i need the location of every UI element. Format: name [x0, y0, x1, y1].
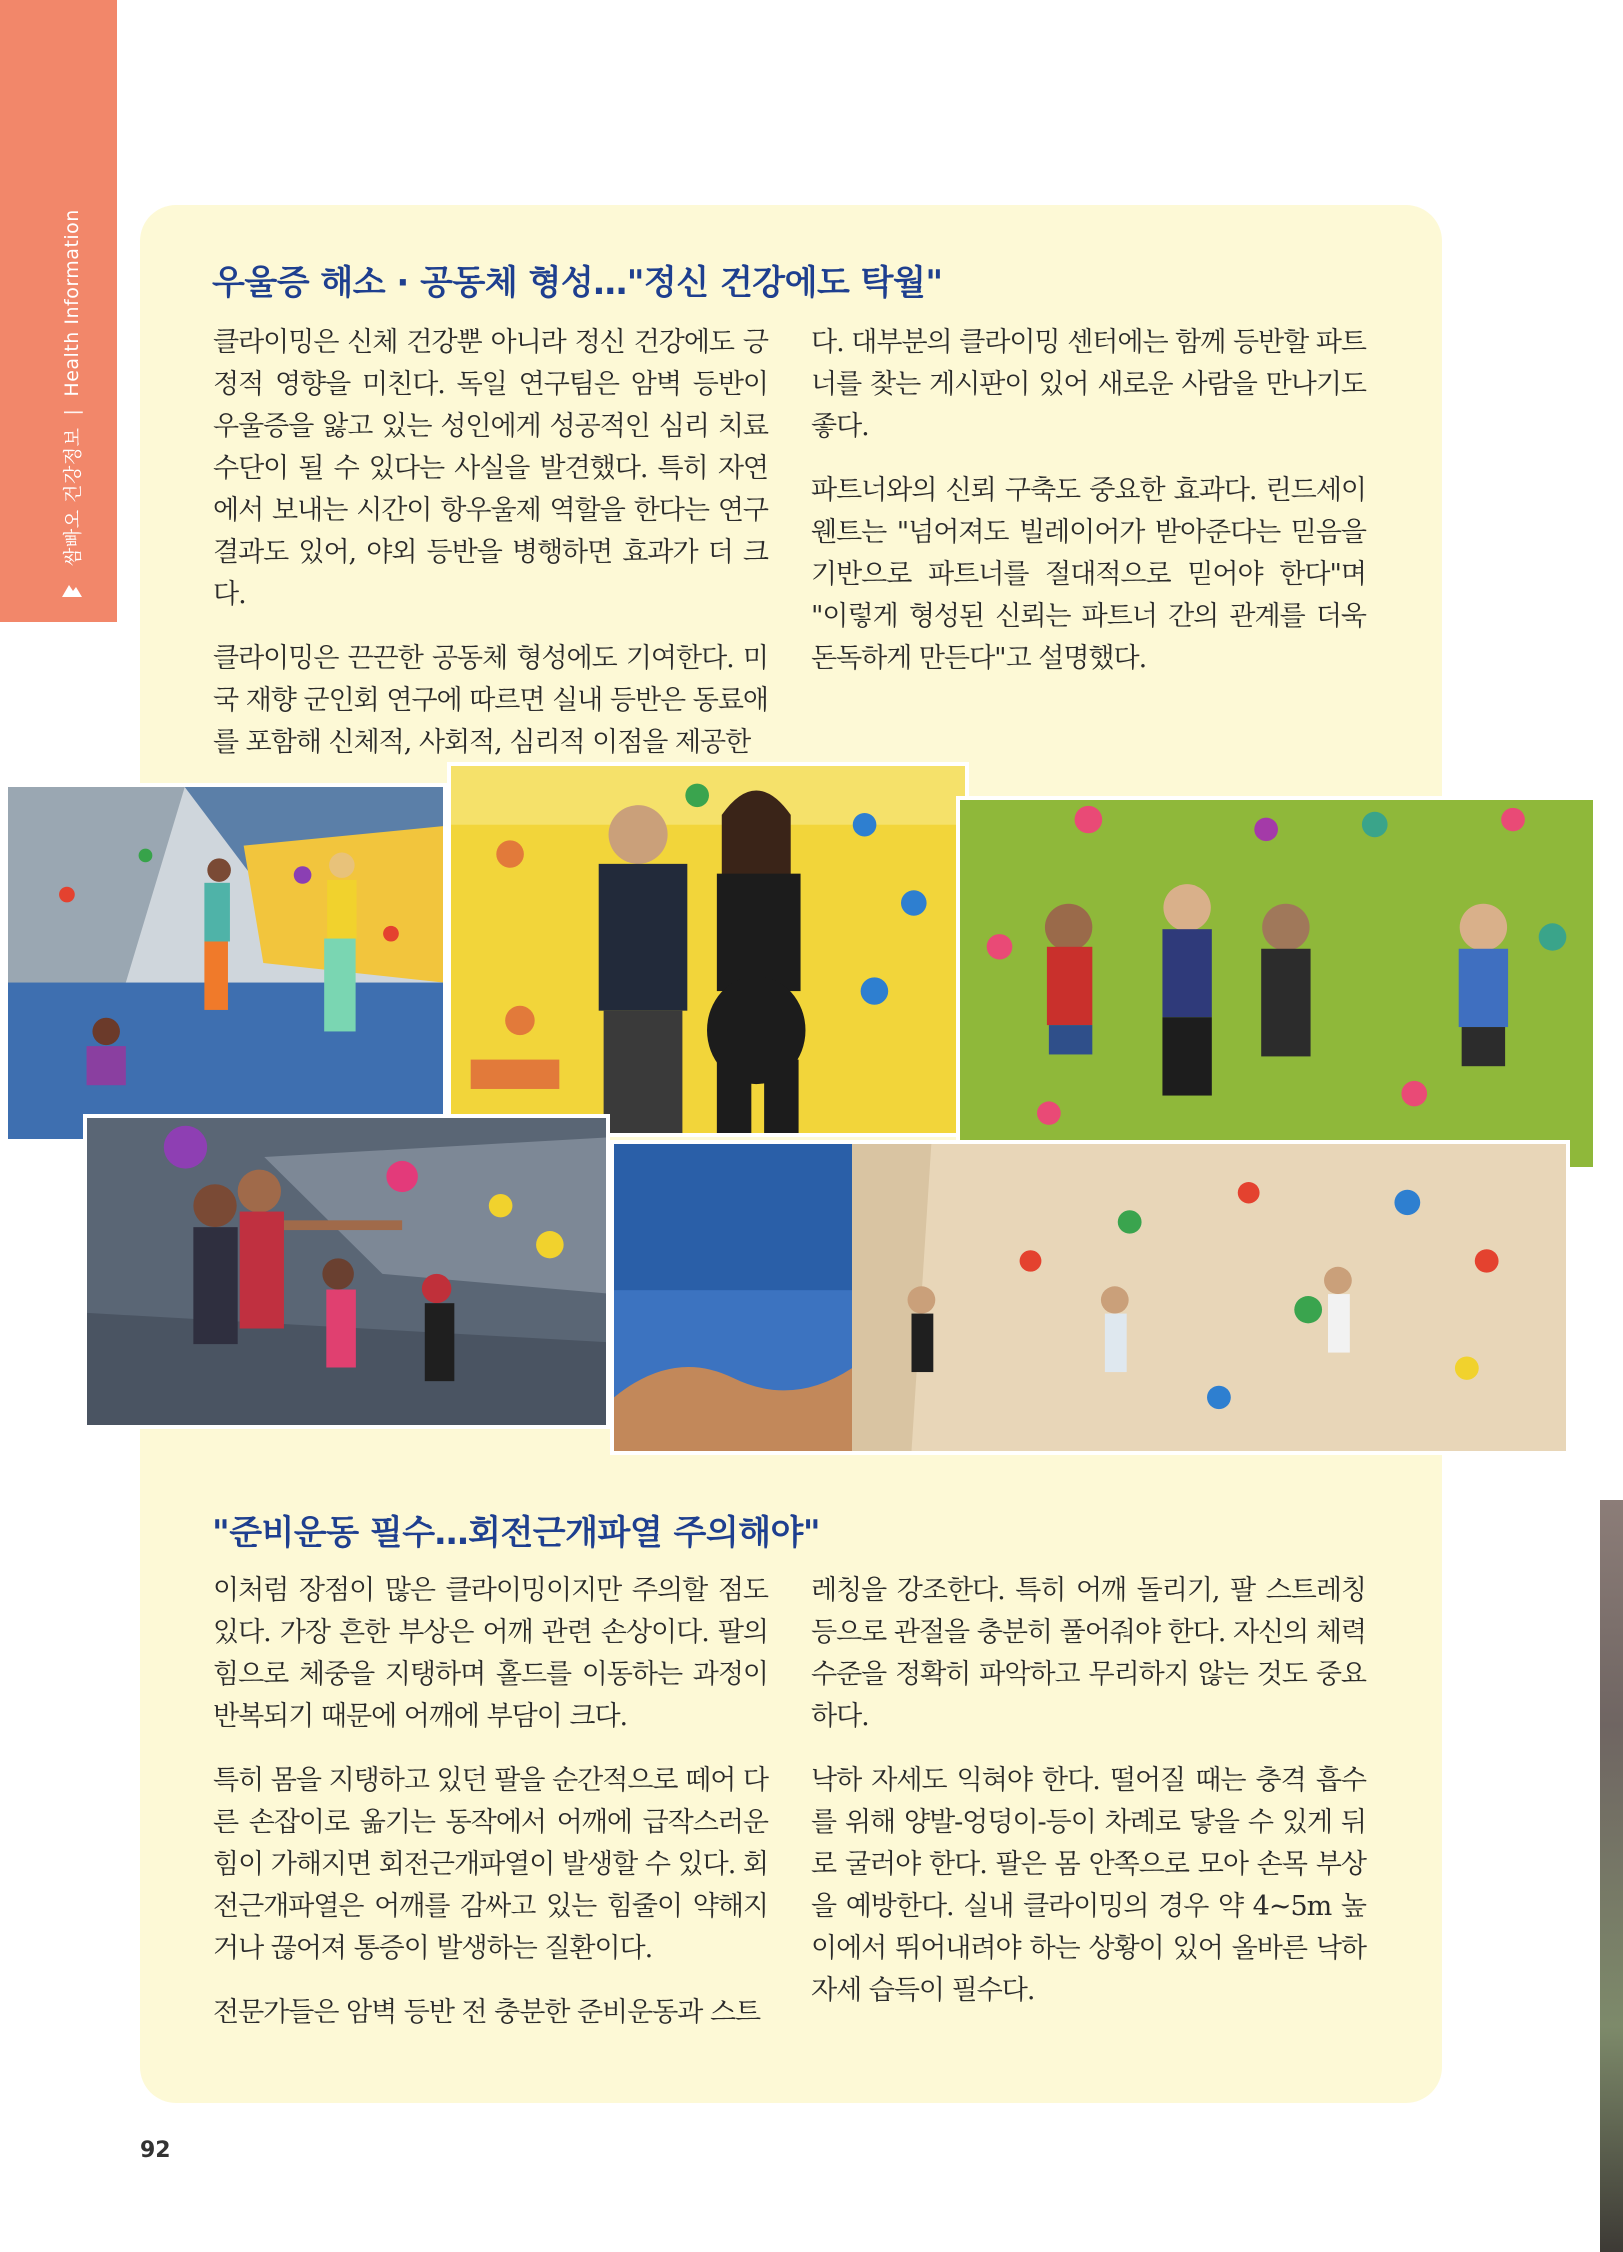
section2-right-column — [811, 1570, 1366, 2034]
section1-right-column — [811, 322, 1366, 702]
paragraph: 다. 대부분의 클라이밍 센터에는 함께 등반할 파트너를 찾는 게시판이 있어 새로운 사람을 만나기도 좋다. — [811, 327, 1366, 442]
photo-bouldering-group — [83, 1114, 610, 1429]
paragraph: 레칭을 강조한다. 특히 어깨 돌리기, 팔 스트레칭 등으로 관절을 충분히 풀어줘야 한다. 자신의 체력 수준을 정확히 파악하고 무리하지 않는 것도 중요하다. — [811, 1575, 1366, 1732]
paragraph: 특히 몸을 지탱하고 있던 팔을 순간적으로 떼어 다른 손잡이로 옮기는 동작에서 어깨에 급작스러운 힘이 가해지면 회전근개파열이 발생할 수 있다. 회전근개파열은 어깨를 감싸고 있는 힘줄이 약해지거나 끊어져 통증이 발생하는 질환이다. — [213, 1765, 768, 1964]
section1-left-column — [213, 322, 768, 786]
next-page-photo-edge — [1600, 1500, 1623, 2252]
section-english-name: Health Information — [60, 209, 83, 397]
photo-climbing-wall — [610, 1140, 1570, 1455]
photo-gym-stretching — [4, 783, 447, 1143]
photo-climbing-partners — [447, 762, 969, 1137]
section2-left-column — [213, 1570, 768, 2056]
mountain-icon — [61, 580, 83, 598]
paragraph: 전문가들은 암벽 등반 전 충분한 준비운동과 스트 — [213, 1997, 761, 2028]
section2-heading: "준비운동 필수…회전근개파열 주의해야" — [212, 1513, 821, 1553]
label-separator: | — [60, 408, 83, 416]
paragraph: 낙하 자세도 익혀야 한다. 떨어질 때는 충격 흡수를 위해 양발-엉덩이-등이 차례로 닿을 수 있게 뒤로 굴러야 한다. 팔은 몸 안쪽으로 모아 손목 부상을 예방한다. 실내 클라이밍의 경우 약 4~5m 높이에서 뛰어내려야 하는 상황이 있어 올바른 낙하 자세 습득이 필수다. — [811, 1765, 1366, 2006]
section-name: 쌈빠오 건강정보 — [62, 427, 84, 566]
section1-heading: 우울증 해소 · 공동체 형성…"정신 건강에도 탁월" — [212, 263, 943, 303]
paragraph: 파트너와의 신뢰 구축도 중요한 효과다. 린드세이 웬트는 "넘어져도 빌레이어가 받아준다는 믿음을 기반으로 파트너를 절대적으로 믿어야 한다"며 "이렇게 형성된 신뢰는 파트너 간의 관계를 더욱 돈독하게 만든다"고 설명했다. — [811, 475, 1366, 674]
page-number: 92 — [140, 2138, 171, 2163]
section-side-label — [58, 209, 85, 600]
paragraph: 이처럼 장점이 많은 클라이밍이지만 주의할 점도 있다. 가장 흔한 부상은 어깨 관련 손상이다. 팔의 힘으로 체중을 지탱하며 홀드를 이동하는 과정이 반복되기 때문에 어깨에 부담이 크다. — [213, 1575, 768, 1732]
paragraph: 클라이밍은 끈끈한 공동체 형성에도 기여한다. 미국 재향 군인회 연구에 따르면 실내 등반은 동료애를 포함해 신체적, 사회적, 심리적 이점을 제공한 — [213, 643, 768, 758]
photo-climbers-hanging — [956, 796, 1597, 1171]
paragraph: 클라이밍은 신체 건강뿐 아니라 정신 건강에도 긍정적 영향을 미친다. 독일 연구팀은 암벽 등반이 우울증을 앓고 있는 성인에게 성공적인 심리 치료 수단이 될 수 있다는 사실을 발견했다. 특히 자연에서 보내는 시간이 항우울제 역할을 한다는 연구 결과도 있어, 야외 등반을 병행하면 효과가 더 크다. — [213, 327, 768, 610]
